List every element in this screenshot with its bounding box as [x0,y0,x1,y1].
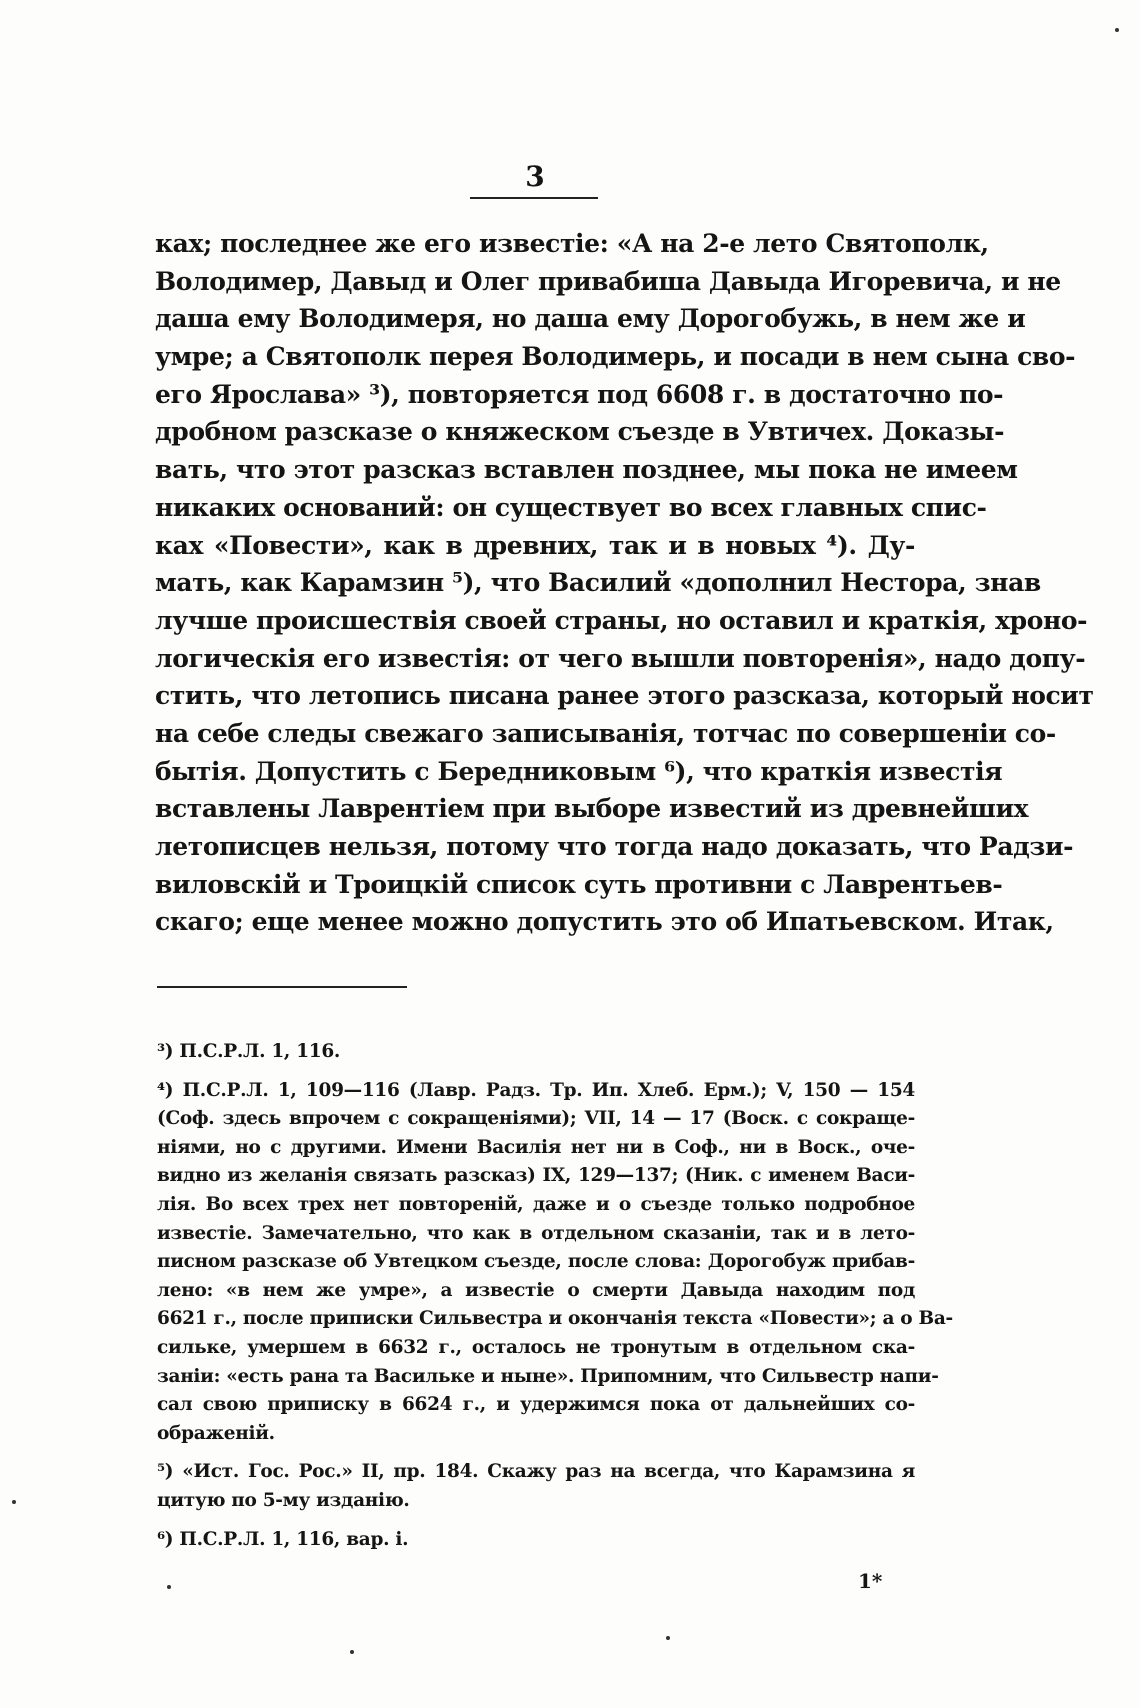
text-line: никаких оснований: он существует во всех главных спис- [155,492,987,522]
footnote-4 [157,1077,953,1449]
footnote-line: сал свою приписку в 6624 г., и удержимся пока от дальнейших со- [157,1394,915,1416]
footnote-line: цитую по 5-му изданію. [157,1489,410,1511]
main-text [155,225,1094,941]
footnote-6 [157,1526,915,1555]
footnote-line: ображеній. [157,1422,275,1444]
footnote-line: сильке, умершем в 6632 г., осталось не тронутым в отдельном ска- [157,1336,915,1358]
text-line: его Ярослава» ³), повторяется под 6608 г. в достаточно по- [155,379,1004,409]
footnote-line: 6621 г., после приписки Сильвестра и окончанія текста «Повести»; а о Ва- [157,1308,953,1330]
scan-speck [350,1650,354,1654]
text-line: лучше происшествія своей страны, но оставил и краткія, хроно- [155,605,1088,635]
scan-speck [666,1636,670,1640]
signature-mark: 1* [858,1569,883,1593]
footnote-line: писном разсказе об Увтецком съезде, после слова: Дорогобуж прибав- [157,1251,915,1273]
header-rule [470,197,598,199]
text-line: вать, что этот разсказ вставлен позднее, мы пока не имеем [155,455,1018,485]
scan-speck [12,1500,16,1504]
page-number: 3 [525,160,545,193]
footnote-line: лено: «в нем же умре», а известіе о смерти Давыда находим под [157,1279,915,1301]
footnotes [157,1038,953,1554]
footnote-3 [157,1038,915,1067]
footnote-line: лія. Во всех трех нет повтореній, даже и о съезде только подробное [157,1193,915,1215]
footnote-line: видно из желанія связать разсказ) IX, 129—137; (Ник. с именем Васи- [157,1165,915,1187]
text-line: ках «Повести», как в древних, так и в новых ⁴). Ду- [155,530,915,560]
text-line: дробном разсказе о княжеском съезде в Увтичех. Доказы- [155,417,1005,447]
footnote-line: (Соф. здесь впрочем с сокращеніями); VII, 14 — 17 (Воск. с сокраще- [157,1108,915,1130]
text-line: бытія. Допустить с Бередниковым ⁶), что краткія известія [155,756,1003,786]
text-line: даша ему Володимеря, но даша ему Дорогобужь, в нем же и [155,304,1026,334]
footnote-line: ⁶) П.С.Р.Л. 1, 116, вар. і. [157,1528,409,1550]
footnote-5 [157,1458,915,1515]
scan-speck [167,1585,171,1589]
text-line: на себе следы свежаго записыванія, тотчас по совершеніи со- [155,718,1056,748]
text-line: вставлены Лаврентіем при выборе известий из древнейших [155,794,1029,824]
footnote-line: ніями, но с другими. Имени Василія нет ни в Соф., ни в Воск., оче- [157,1136,915,1158]
text-line: логическія его известія: от чего вышли повторенія», надо допу- [155,643,1086,673]
footnote-rule [157,986,407,988]
footnote-line: ⁴) П.С.Р.Л. 1, 109—116 (Лавр. Радз. Тр. Ип. Хлеб. Ерм.); V, 150 — 154 [157,1079,915,1101]
text-line: Володимер, Давыд и Олег привабиша Давыда Игоревича, и не [155,266,1061,296]
text-line: ках; последнее же его известіе: «А на 2-е лето Святополк, [155,229,989,258]
footnote-line: ⁵) «Ист. Гос. Рос.» II, пр. 184. Скажу раз на всегда, что Карамзина я [157,1461,915,1483]
text-line: стить, что летопись писана ранее этого разсказа, который носит [155,681,1094,711]
text-line: летописцев нельзя, потому что тогда надо доказать, что Радзи- [155,832,1074,861]
footnote-line: известіе. Замечательно, что как в отдельном сказаніи, так и в лето- [157,1222,915,1244]
text-line: скаго; еще менее можно допустить это об Ипатьевском. Итак, [155,907,1054,937]
text-line: мать, как Карамзин ⁵), что Василий «дополнил Нестора, знав [155,568,1041,598]
footnote-line: ³) П.С.Р.Л. 1, 116. [157,1041,341,1062]
footnote-line: заніи: «есть рана та Васильке и ныне». Припомним, что Сильвестр напи- [157,1365,939,1387]
scan-speck [1115,28,1119,32]
text-line: умре; а Святополк перея Володимерь, и посади в нем сына сво- [155,342,1076,372]
text-line: виловскій и Троицкій список суть противни с Лаврентьев- [155,869,1003,899]
